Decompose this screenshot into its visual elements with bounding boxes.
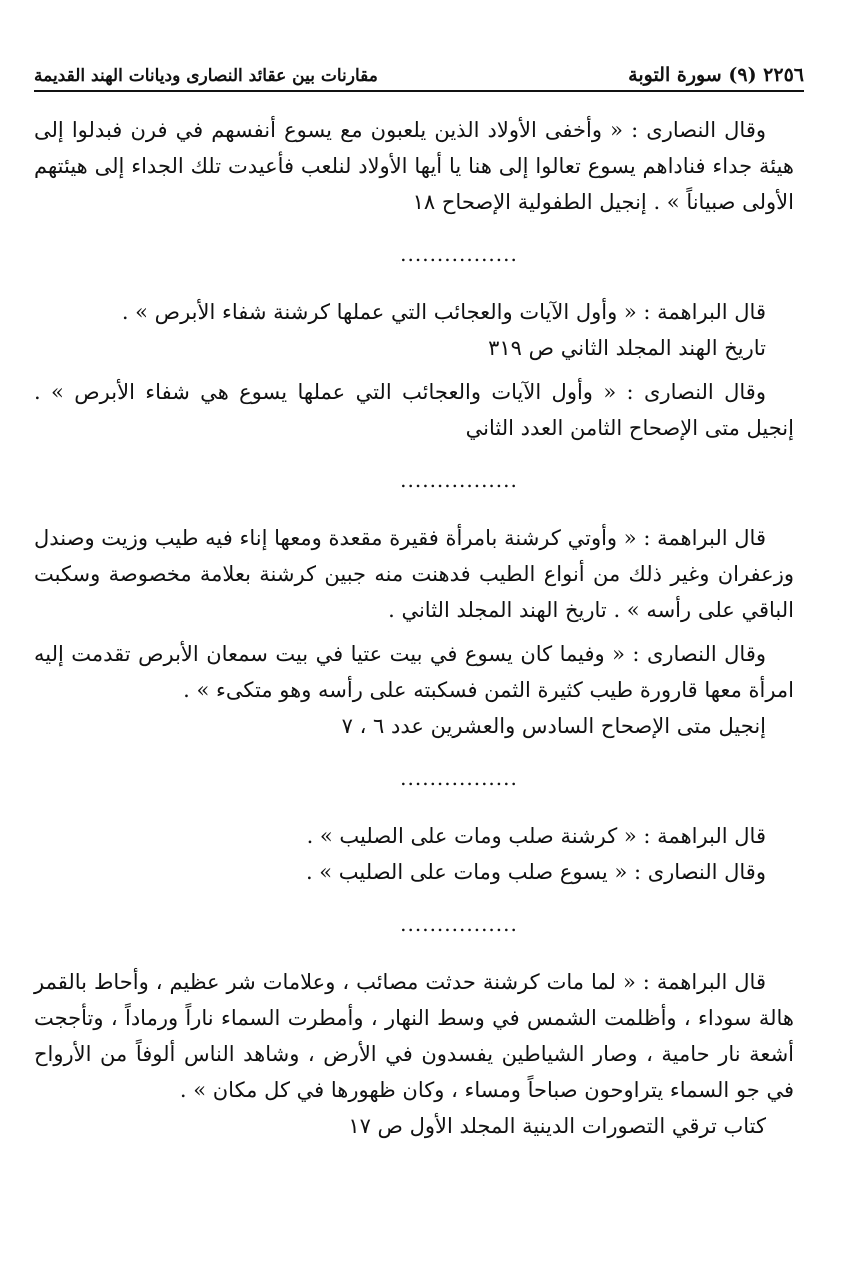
section-separator: ................ — [400, 912, 518, 936]
paragraph-christian-leper: وقال النصارى : « وأول الآيات والعجائب التي عملها يسوع هي شفاء الأبرص » . إنجيل متى الإصحاح الثامن العدد الثاني — [34, 380, 794, 440]
running-title: مقارنات بين عقائد النصارى وديانات الهند القديمة — [34, 66, 378, 86]
source-citation: تاريخ الهند المجلد الثاني ص ٣١٩ — [488, 336, 766, 360]
paragraph-brahmin-death-signs: قال البراهمة : « لما مات كرشنة حدثت مصائب ، وعلامات شر عظيم ، وأحاط بالقمر هالة سوداء ، وأظلمت الشمس في وسط النهار ، وأمطرت السماء ناراً ورماداً ، وتأججت أشعة نار حامية ، وصار الشياطين يفسدون في الأرض ، وشاهد الناس ألوفاً من الأرواح في جو السماء يتراوحون صباحاً ومساء ، وكان ظهورها في كل مكان » . — [34, 970, 794, 1102]
paragraph-brahmin-anointing: قال البراهمة : « وأوتي كرشنة بامرأة فقيرة مقعدة ومعها إناء فيه طيب وزيت وصندل وزعفران وغير ذلك من أنواع الطيب فدهنت منه جبين كرشنة بعلامة مخصوصة وسكبت الباقي على رأسه » . تاريخ الهند المجلد الثاني . — [34, 526, 794, 622]
source-citation: كتاب ترقي التصورات الدينية المجلد الأول ص ١٧ — [348, 1114, 766, 1138]
paragraph-brahmin-crucifixion: قال البراهمة : « كرشنة صلب ومات على الصليب » . — [306, 824, 766, 848]
section-separator: ................ — [400, 766, 518, 790]
paragraph-christian-childhood-gospel: وقال النصارى : « وأخفى الأولاد الذين يلعبون مع يسوع أنفسهم في فرن فبدلوا إلى هيئة جداء فناداهم يسوع تعالوا إلى هنا يا أيها الأولاد لنلعب فأعيدت تلك الجداء إلى هيئتهم الأولى صبياناً » . إنجيل الطفولية الإصحاح ١٨ — [34, 118, 794, 214]
page-number-and-surah: ٢٢٥٦ (٩) سورة التوبة — [628, 64, 804, 86]
paragraph-christian-crucifixion: وقال النصارى : « يسوع صلب ومات على الصليب » . — [305, 860, 766, 884]
page-body — [34, 112, 794, 1144]
section-separator: ................ — [400, 468, 518, 492]
section-separator: ................ — [400, 242, 518, 266]
source-citation: إنجيل متى الإصحاح السادس والعشرين عدد ٦ ، ٧ — [341, 714, 766, 738]
page-header — [34, 46, 804, 92]
paragraph-christian-anointing: وقال النصارى : « وفيما كان يسوع في بيت عتيا في بيت سمعان الأبرص تقدمت إليه امرأة معها قارورة طيب كثيرة الثمن فسكبته على رأسه وهو متكىء » . — [34, 642, 794, 702]
paragraph-brahmin-leper: قال البراهمة : « وأول الآيات والعجائب التي عملها كرشنة شفاء الأبرص » . — [121, 300, 766, 324]
